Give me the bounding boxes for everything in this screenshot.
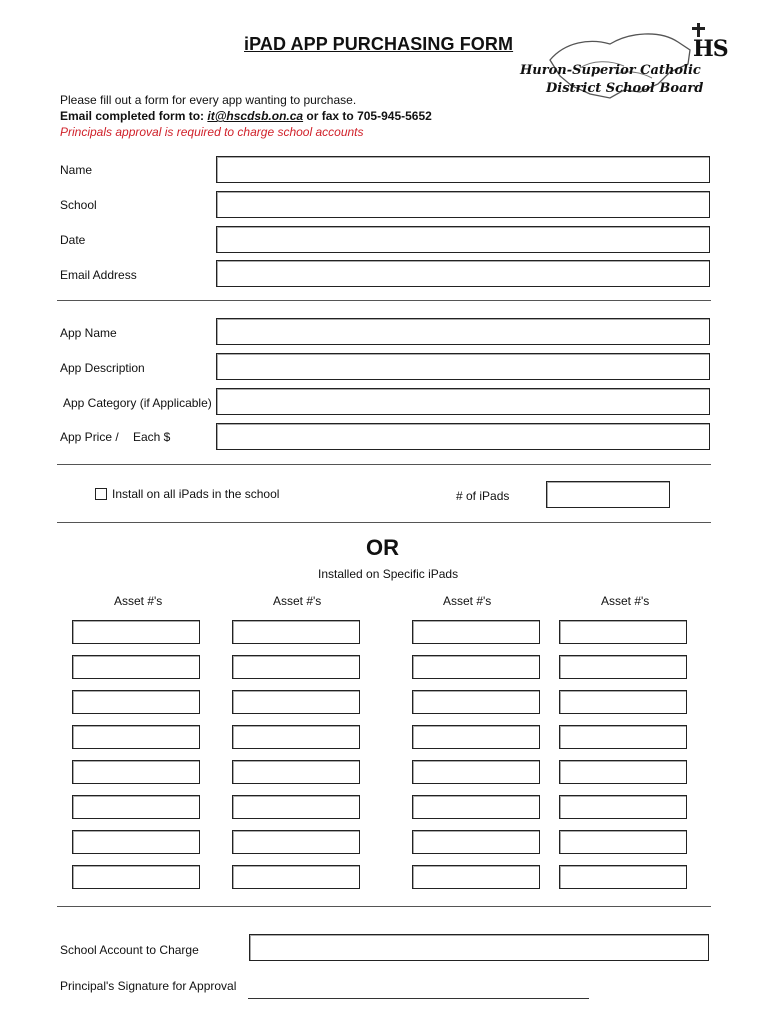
intro-email-link[interactable]: it@hscdsb.on.ca (207, 109, 304, 123)
app-name-label: App Name (60, 326, 117, 340)
num-ipads-label: # of iPads (456, 489, 510, 503)
asset-number-field[interactable] (559, 760, 687, 784)
asset-number-field[interactable] (72, 830, 200, 854)
school-account-label: School Account to Charge (60, 943, 199, 957)
email-label: Email Address (60, 268, 137, 282)
asset-number-field[interactable] (232, 795, 360, 819)
or-separator: OR (366, 535, 399, 560)
asset-number-field[interactable] (232, 865, 360, 889)
name-label: Name (60, 163, 93, 177)
app-category-field[interactable] (216, 388, 710, 415)
app-name-field[interactable] (216, 318, 710, 345)
asset-number-field[interactable] (559, 725, 687, 749)
section-divider (57, 906, 711, 907)
asset-header-1: Asset #'s (114, 594, 163, 608)
asset-number-field[interactable] (559, 620, 687, 644)
asset-number-field[interactable] (412, 620, 540, 644)
principal-signature-label: Principal's Signature for Approval (60, 979, 237, 993)
asset-number-field[interactable] (232, 690, 360, 714)
section-divider (57, 300, 711, 301)
intro-email-prefix: Email completed form to: (60, 109, 208, 123)
school-board-logo (520, 20, 728, 108)
logo-line2: District School Board (546, 81, 704, 96)
intro-email-line (60, 109, 432, 123)
each-price-label: Each $ (133, 430, 171, 444)
asset-number-field[interactable] (412, 760, 540, 784)
install-all-checkbox[interactable] (95, 488, 107, 500)
asset-header-4: Asset #'s (601, 594, 650, 608)
school-label: School (60, 198, 97, 212)
asset-number-field[interactable] (559, 690, 687, 714)
asset-number-field[interactable] (72, 865, 200, 889)
principal-signature-line[interactable] (248, 998, 589, 999)
asset-number-field[interactable] (559, 830, 687, 854)
school-field[interactable] (216, 191, 710, 218)
asset-number-field[interactable] (412, 830, 540, 854)
app-description-field[interactable] (216, 353, 710, 380)
asset-number-field[interactable] (72, 620, 200, 644)
asset-number-field[interactable] (72, 760, 200, 784)
asset-number-field[interactable] (412, 655, 540, 679)
asset-header-3: Asset #'s (443, 594, 492, 608)
asset-number-field[interactable] (559, 865, 687, 889)
asset-number-field[interactable] (412, 795, 540, 819)
date-field[interactable] (216, 226, 710, 253)
app-price-label: App Price / (60, 430, 119, 444)
logo-monogram: HS (693, 36, 728, 62)
name-field[interactable] (216, 156, 710, 183)
school-account-field[interactable] (249, 934, 709, 961)
section-divider (57, 522, 711, 523)
asset-header-2: Asset #'s (273, 594, 322, 608)
asset-number-field[interactable] (412, 865, 540, 889)
asset-number-field[interactable] (232, 830, 360, 854)
date-label: Date (60, 233, 86, 247)
app-category-label: App Category (if Applicable) (63, 396, 212, 410)
asset-number-field[interactable] (72, 655, 200, 679)
asset-number-field[interactable] (559, 655, 687, 679)
asset-number-field[interactable] (559, 795, 687, 819)
num-ipads-field[interactable] (546, 481, 670, 508)
logo-line1: Huron-Superior Catholic (520, 63, 701, 78)
principal-approval-note: Principals approval is required to charge school accounts (60, 125, 364, 139)
form-title: iPAD APP PURCHASING FORM (244, 34, 514, 54)
app-price-field[interactable] (216, 423, 710, 450)
section-divider (57, 464, 711, 465)
install-all-label: Install on all iPads in the school (112, 487, 280, 501)
asset-number-field[interactable] (412, 690, 540, 714)
asset-number-field[interactable] (412, 725, 540, 749)
app-description-label: App Description (60, 361, 145, 375)
asset-number-field[interactable] (72, 690, 200, 714)
intro-instructions: Please fill out a form for every app wanting to purchase. (60, 93, 357, 107)
email-field[interactable] (216, 260, 710, 287)
asset-number-field[interactable] (72, 725, 200, 749)
asset-number-field[interactable] (232, 655, 360, 679)
asset-number-field[interactable] (232, 620, 360, 644)
asset-number-field[interactable] (232, 725, 360, 749)
specific-ipads-label: Installed on Specific iPads (318, 567, 459, 581)
asset-number-field[interactable] (232, 760, 360, 784)
asset-number-field[interactable] (72, 795, 200, 819)
intro-fax-text: or fax to 705-945-5652 (303, 109, 432, 123)
